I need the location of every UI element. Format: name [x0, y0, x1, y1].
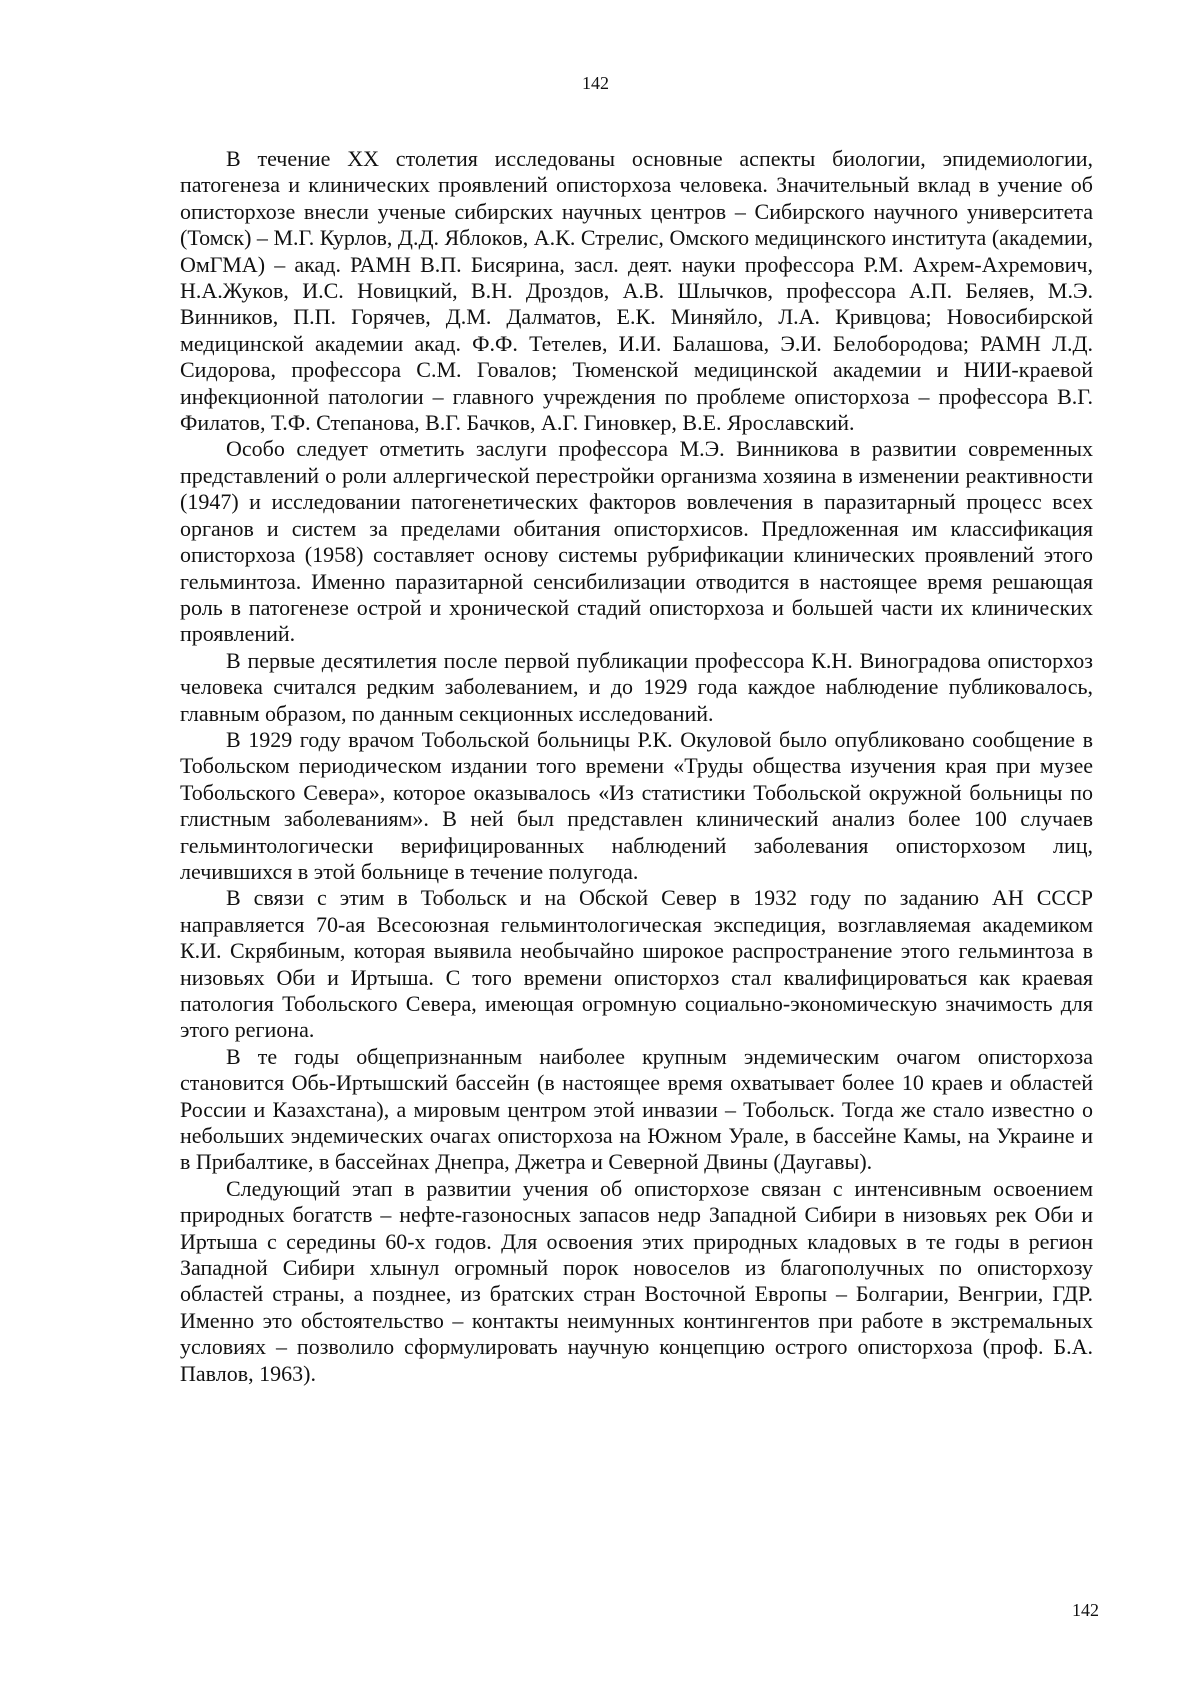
- document-body: [180, 146, 1093, 1387]
- paragraph: Следующий этап в развитии учения об описторхозе связан с интенсивным освоением природных богатств – нефте-газоносных запасов недр Западной Сибири в низовьях рек Оби и Иртыша с середины 60-х годов. Для освоения этих природных кладовых в те годы в регион Западной Сибири хлынул огромный порок новоселов из благополучных по описторхозу областей страны, а позднее, из братских стран Восточной Европы – Болгарии, Венгрии, ГДР. Именно это обстоятельство – контакты неимунных контингентов при работе в экстремальных условиях – позволило сформулировать научную концепцию острого описторхоза (проф. Б.А. Павлов, 1963).: [180, 1175, 1093, 1386]
- page-number-bottom: 142: [1072, 1600, 1099, 1620]
- paragraph: В те годы общепризнанным наиболее крупным эндемическим очагом описторхоза становится Обь-Иртышский бассейн (в настоящее время охватывает более 10 краев и областей России и Казахстана), а мировым центром этой инвазии – Тобольск. Тогда же стало известно о небольших эндемических очагах описторхоза на Южном Урале, в бассейне Камы, на Украине и в Прибалтике, в бассейнах Днепра, Джетра и Северной Двины (Даугавы).: [180, 1043, 1093, 1175]
- page-number-top: 142: [582, 73, 609, 93]
- paragraph: В течение XX столетия исследованы основные аспекты биологии, эпидемиологии, патогенеза и клинических проявлений описторхоза человека. Значительный вклад в учение об описторхозе внесли ученые сибирских научных центров – Сибирского научного университета (Томск) – М.Г. Курлов, Д.Д. Яблоков, А.К. Стрелис, Омского медицинского института (академии, ОмГМА) – акад. РАМН В.П. Бисярина, засл. деят. науки профессора Р.М. Ахрем-Ахремович, Н.А.Жуков, И.С. Новицкий, В.Н. Дроздов, А.В. Шлычков, профессора А.П. Беляев, М.Э. Винников, П.П. Горячев, Д.М. Далматов, Е.К. Миняйло, Л.А. Кривцова; Новосибирской медицинской академии акад. Ф.Ф. Тетелев, И.И. Балашова, Э.И. Белобородова; РАМН Л.Д. Сидорова, профессора С.М. Говалов; Тюменской медицинской академии и НИИ-краевой инфекционной патологии – главного учреждения по проблеме описторхоза – профессора В.Г. Филатов, Т.Ф. Степанова, В.Г. Бачков, А.Г. Гиновкер, В.Е. Ярославский.: [180, 146, 1093, 436]
- paragraph: В первые десятилетия после первой публикации профессора К.Н. Виноградова описторхоз человека считался редким заболеванием, и до 1929 года каждое наблюдение публиковалось, главным образом, по данным секционных исследований.: [180, 647, 1093, 726]
- paragraph: В связи с этим в Тобольск и на Обской Север в 1932 году по заданию АН СССР направляется 70-ая Всесоюзная гельминтологическая экспедиция, возглавляемая академиком К.И. Скрябиным, которая выявила необычайно широкое распространение этого гельминтоза в низовьях Оби и Иртыша. С того времени описторхоз стал квалифицироваться как краевая патология Тобольского Севера, имеющая огромную социально-экономическую значимость для этого региона.: [180, 885, 1093, 1043]
- paragraph: В 1929 году врачом Тобольской больницы Р.К. Окуловой было опубликовано сообщение в Тобольском периодическом издании того времени «Труды общества изучения края при музее Тобольского Севера», которое оказывалось «Из статистики Тобольской окружной больницы по глистным заболеваниям». В ней был представлен клинический анализ более 100 случаев гельминтологически верифицированных наблюдений заболевания описторхозом лиц, лечившихся в этой больнице в течение полугода.: [180, 726, 1093, 884]
- paragraph: Особо следует отметить заслуги профессора М.Э. Винникова в развитии современных представлений о роли аллергической перестройки организма хозяина в изменении реактивности (1947) и исследовании патогенетических факторов вовлечения в паразитарный процесс всех органов и систем за пределами обитания описторхисов. Предложенная им классификация описторхоза (1958) составляет основу системы рубрификации клинических проявлений этого гельминтоза. Именно паразитарной сенсибилизации отводится в настоящее время решающая роль в патогенезе острой и хронической стадий описторхоза и большей части их клинических проявлений.: [180, 436, 1093, 647]
